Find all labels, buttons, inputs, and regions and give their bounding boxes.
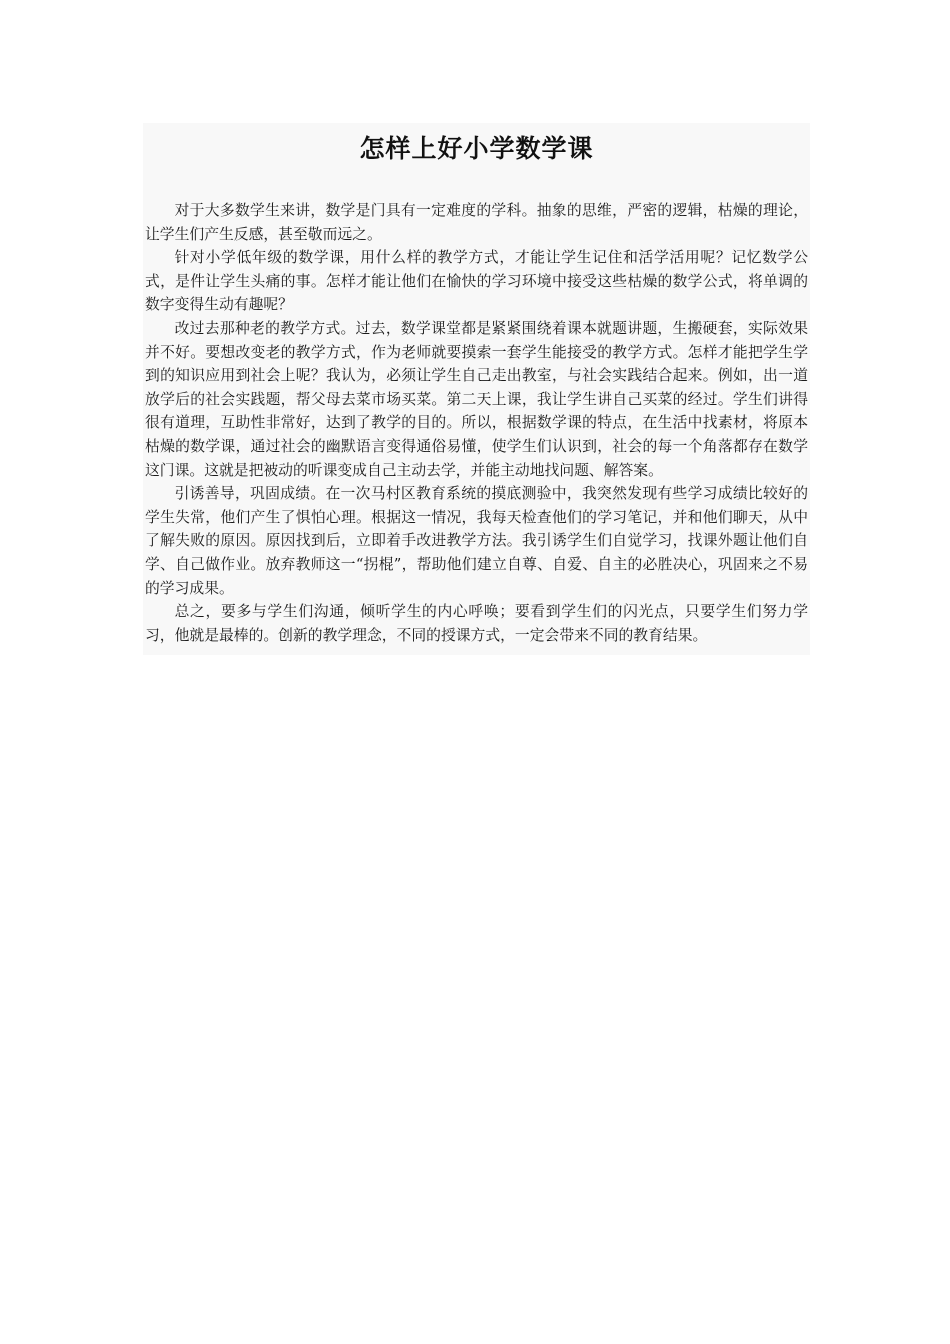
paragraph-guidance: 引诱善导，巩固成绩。在一次马村区教育系统的摸底测验中，我突然发现有些学习成绩比较好的学生失常，他们产生了惧怕心理。根据这一情况，我每天检查他们的学习笔记，并和他们聊天，从中了解失败的原因。原因找到后，立即着手改进教学方法。我引诱学生们自觉学习，找课外题让他们自学、自己做作业。放弃教师这一“拐棍”，帮助他们建立自尊、自爱、自主的必胜决心，巩固来之不易的学习成果。 — [145, 485, 808, 597]
paragraph-question: 针对小学低年级的数学课，用什么样的教学方式，才能让学生记住和活学活用呢？记忆数学公式，是件让学生头痛的事。怎样才能让他们在愉快的学习环境中接受这些枯燥的数学公式，将单调的数字变得生动有趣呢？ — [145, 249, 808, 314]
paragraph-conclusion: 总之，要多与学生们沟通，倾听学生的内心呼唤；要看到学生们的闪光点，只要学生们努力学习，他就是最棒的。创新的教学理念，不同的授课方式，一定会带来不同的教育结果。 — [145, 603, 808, 644]
paragraph-intro: 对于大多数学生来讲，数学是门具有一定难度的学科。抽象的思维，严密的逻辑，枯燥的理论，让学生们产生反感，甚至敬而远之。 — [145, 202, 808, 243]
article-body — [143, 123, 810, 655]
article-title: 怎样上好小学数学课 — [359, 134, 594, 163]
paragraph-method-change: 改过去那种老的教学方式。过去，数学课堂都是紧紧围绕着课本就题讲题，生搬硬套，实际效果并不好。要想改变老的教学方式，作为老师就要摸索一套学生能接受的教学方式。怎样才能把学生学到的知识应用到社会上呢？我认为，必须让学生自己走出教室，与社会实践结合起来。例如，出一道放学后的社会实践题，帮父母去菜市场买菜。第二天上课，我让学生讲自己买菜的经过。学生们讲得很有道理，互助性非常好，达到了教学的目的。所以，根据数学课的特点，在生活中找素材，将原本枯燥的数学课，通过社会的幽默语言变得通俗易懂，使学生们认识到，社会的每一个角落都存在数学这门课。这就是把被动的听课变成自己主动去学，并能主动地找问题、解答案。 — [145, 319, 808, 479]
